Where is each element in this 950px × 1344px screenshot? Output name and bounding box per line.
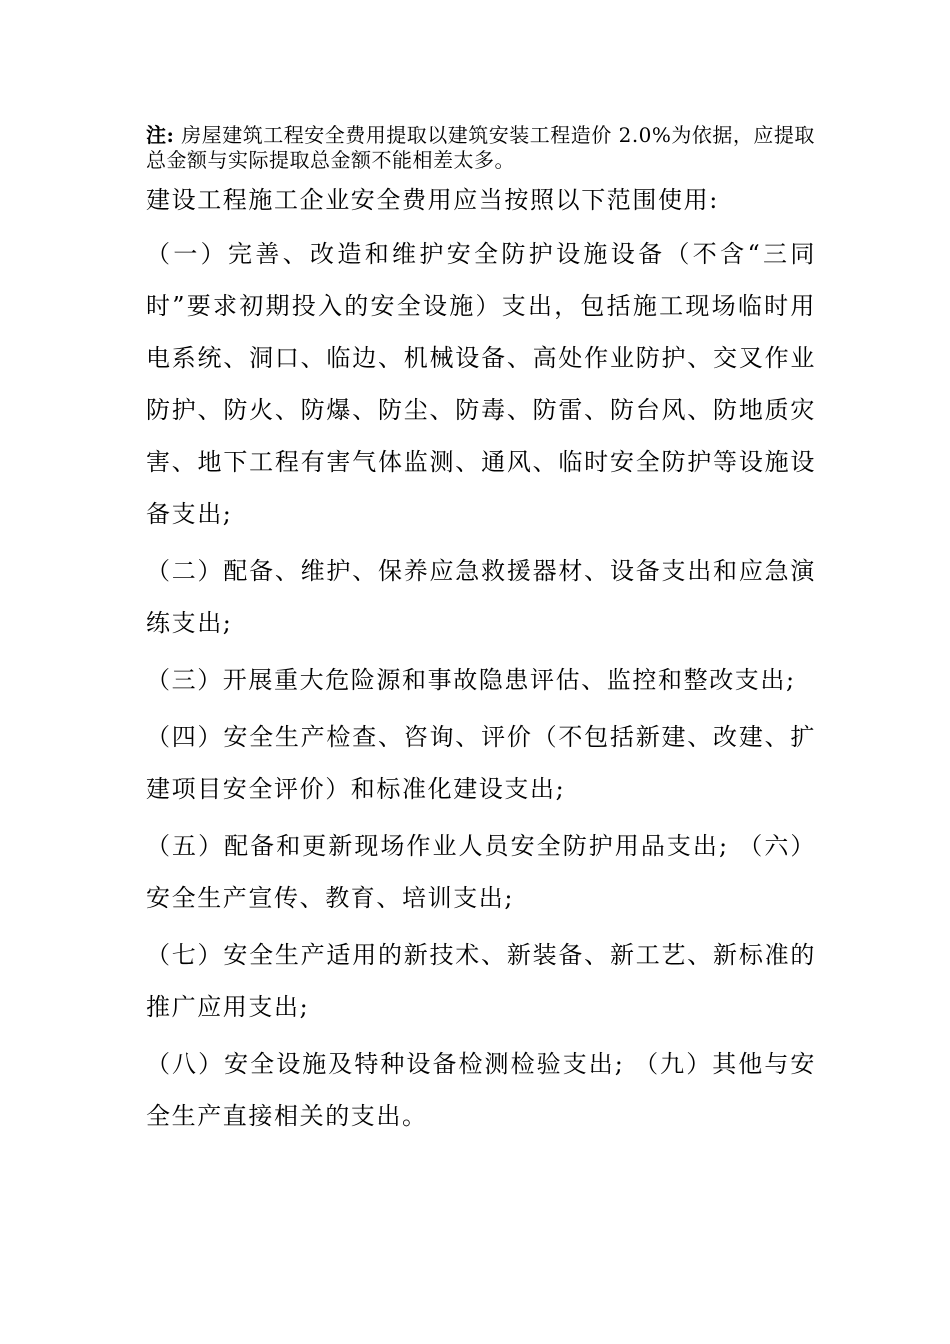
usage-item-2: （二）配备、维护、保养应急救援器材、设备支出和应急演练支出; — [146, 557, 816, 637]
usage-list — [146, 228, 816, 1147]
note-label: 注: — [146, 123, 175, 147]
usage-item-7: （八）安全设施及特种设备检测检验支出; （九）其他与安全生产直接相关的支出。 — [146, 1050, 816, 1130]
note-text: 房屋建筑工程安全费用提取以建筑安装工程造价 2.0%为依据，应提取总金额与实际提取总金额不能相差太多。 — [146, 123, 815, 172]
usage-item-3: （三）开展重大危险源和事故隐患评估、监控和整改支出; — [146, 666, 796, 694]
usage-item-6: （七）安全生产适用的新技术、新装备、新工艺、新标准的推广应用支出; — [146, 941, 816, 1021]
note-paragraph — [146, 123, 816, 173]
intro-paragraph: 建设工程施工企业安全费用应当按照以下范围使用: — [146, 186, 719, 214]
usage-item-1: （一）完善、改造和维护安全防护设施设备（不含“三同时”要求初期投入的安全设施）支出，包括施工现场临时用电系统、洞口、临边、机械设备、高处作业防护、交叉作业防护、防火、防爆、防尘、防毒、防雷、防台风、防地质灾害、地下工程有害气体监测、通风、临时安全防护等设施设备支出; — [146, 240, 816, 528]
usage-item-4: （四）安全生产检查、咨询、评价（不包括新建、改建、扩建项目安全评价）和标准化建设支出; — [146, 723, 816, 803]
usage-item-5: （五）配备和更新现场作业人员安全防护用品支出; （六）安全生产宣传、教育、培训支出; — [146, 832, 816, 912]
